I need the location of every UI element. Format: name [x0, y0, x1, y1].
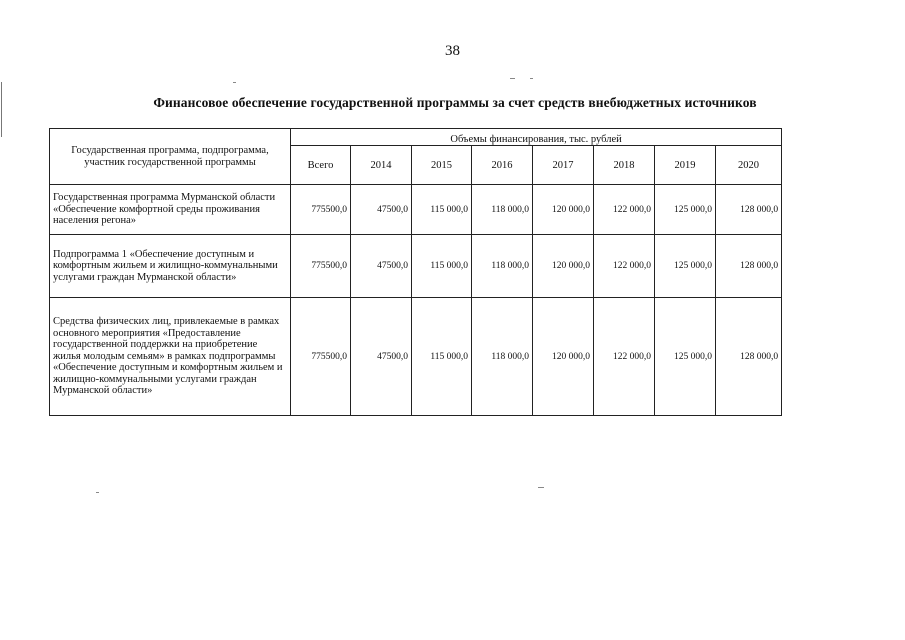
cell-year-value: 125 000,0 — [655, 185, 716, 235]
scan-speck — [233, 82, 236, 83]
cell-year-value: 118 000,0 — [472, 235, 533, 298]
table-body — [50, 185, 782, 416]
cell-year-value: 115 000,0 — [412, 298, 472, 416]
cell-year-value: 115 000,0 — [412, 235, 472, 298]
cell-year-value: 125 000,0 — [655, 235, 716, 298]
header-year: 2016 — [472, 146, 533, 185]
cell-total: 775500,0 — [291, 235, 351, 298]
cell-year-value: 122 000,0 — [594, 235, 655, 298]
table-row — [50, 298, 782, 416]
header-year: 2020 — [716, 146, 782, 185]
header-year: 2014 — [351, 146, 412, 185]
header-year: 2015 — [412, 146, 472, 185]
cell-year-value: 128 000,0 — [716, 298, 782, 416]
cell-year-value: 120 000,0 — [533, 235, 594, 298]
cell-year-value: 47500,0 — [351, 185, 412, 235]
scan-speck — [96, 492, 99, 493]
page-number: 38 — [445, 43, 460, 59]
cell-year-value: 118 000,0 — [472, 298, 533, 416]
cell-year-value: 125 000,0 — [655, 298, 716, 416]
cell-year-value: 47500,0 — [351, 235, 412, 298]
row-name: Подпрограмма 1 «Обеспечение доступным и комфортным жильем и жилищно-коммунальными услугами граждан Мурманской области» — [50, 235, 291, 298]
cell-year-value: 120 000,0 — [533, 185, 594, 235]
cell-year-value: 122 000,0 — [594, 298, 655, 416]
cell-year-value: 47500,0 — [351, 298, 412, 416]
header-row-group — [50, 129, 782, 146]
header-year: 2017 — [533, 146, 594, 185]
cell-year-value: 115 000,0 — [412, 185, 472, 235]
cell-year-value: 118 000,0 — [472, 185, 533, 235]
header-year: 2019 — [655, 146, 716, 185]
scan-speck — [538, 487, 544, 488]
financing-table — [49, 128, 782, 416]
header-total: Всего — [291, 146, 351, 185]
cell-year-value: 120 000,0 — [533, 298, 594, 416]
cell-year-value: 122 000,0 — [594, 185, 655, 235]
scan-speck — [530, 78, 533, 79]
cell-total: 775500,0 — [291, 185, 351, 235]
row-name: Средства физических лиц, привлекаемые в рамках основного мероприятия «Предоставление государственной поддержки на приобретение жилья молодым семьям» в рамках подпрограммы «Обеспечение доступным и комфортным жильем и жилищно-коммунальными услугами граждан Мурманской области» — [50, 298, 291, 416]
table-row — [50, 235, 782, 298]
cell-year-value: 128 000,0 — [716, 235, 782, 298]
header-year: 2018 — [594, 146, 655, 185]
table-row — [50, 185, 782, 235]
header-program: Государственная программа, подпрограмма, участник государственной программы — [50, 129, 291, 185]
cell-total: 775500,0 — [291, 298, 351, 416]
scan-margin-line — [1, 82, 2, 137]
row-name: Государственная программа Мурманской области «Обеспечение комфортной среды проживания населения регона» — [50, 185, 291, 235]
scan-speck — [510, 78, 515, 79]
page-title: Финансовое обеспечение государственной программы за счет средств внебюджетных источников — [153, 95, 757, 110]
cell-year-value: 128 000,0 — [716, 185, 782, 235]
header-financing-volume: Объемы финансирования, тыс. рублей — [291, 129, 782, 146]
